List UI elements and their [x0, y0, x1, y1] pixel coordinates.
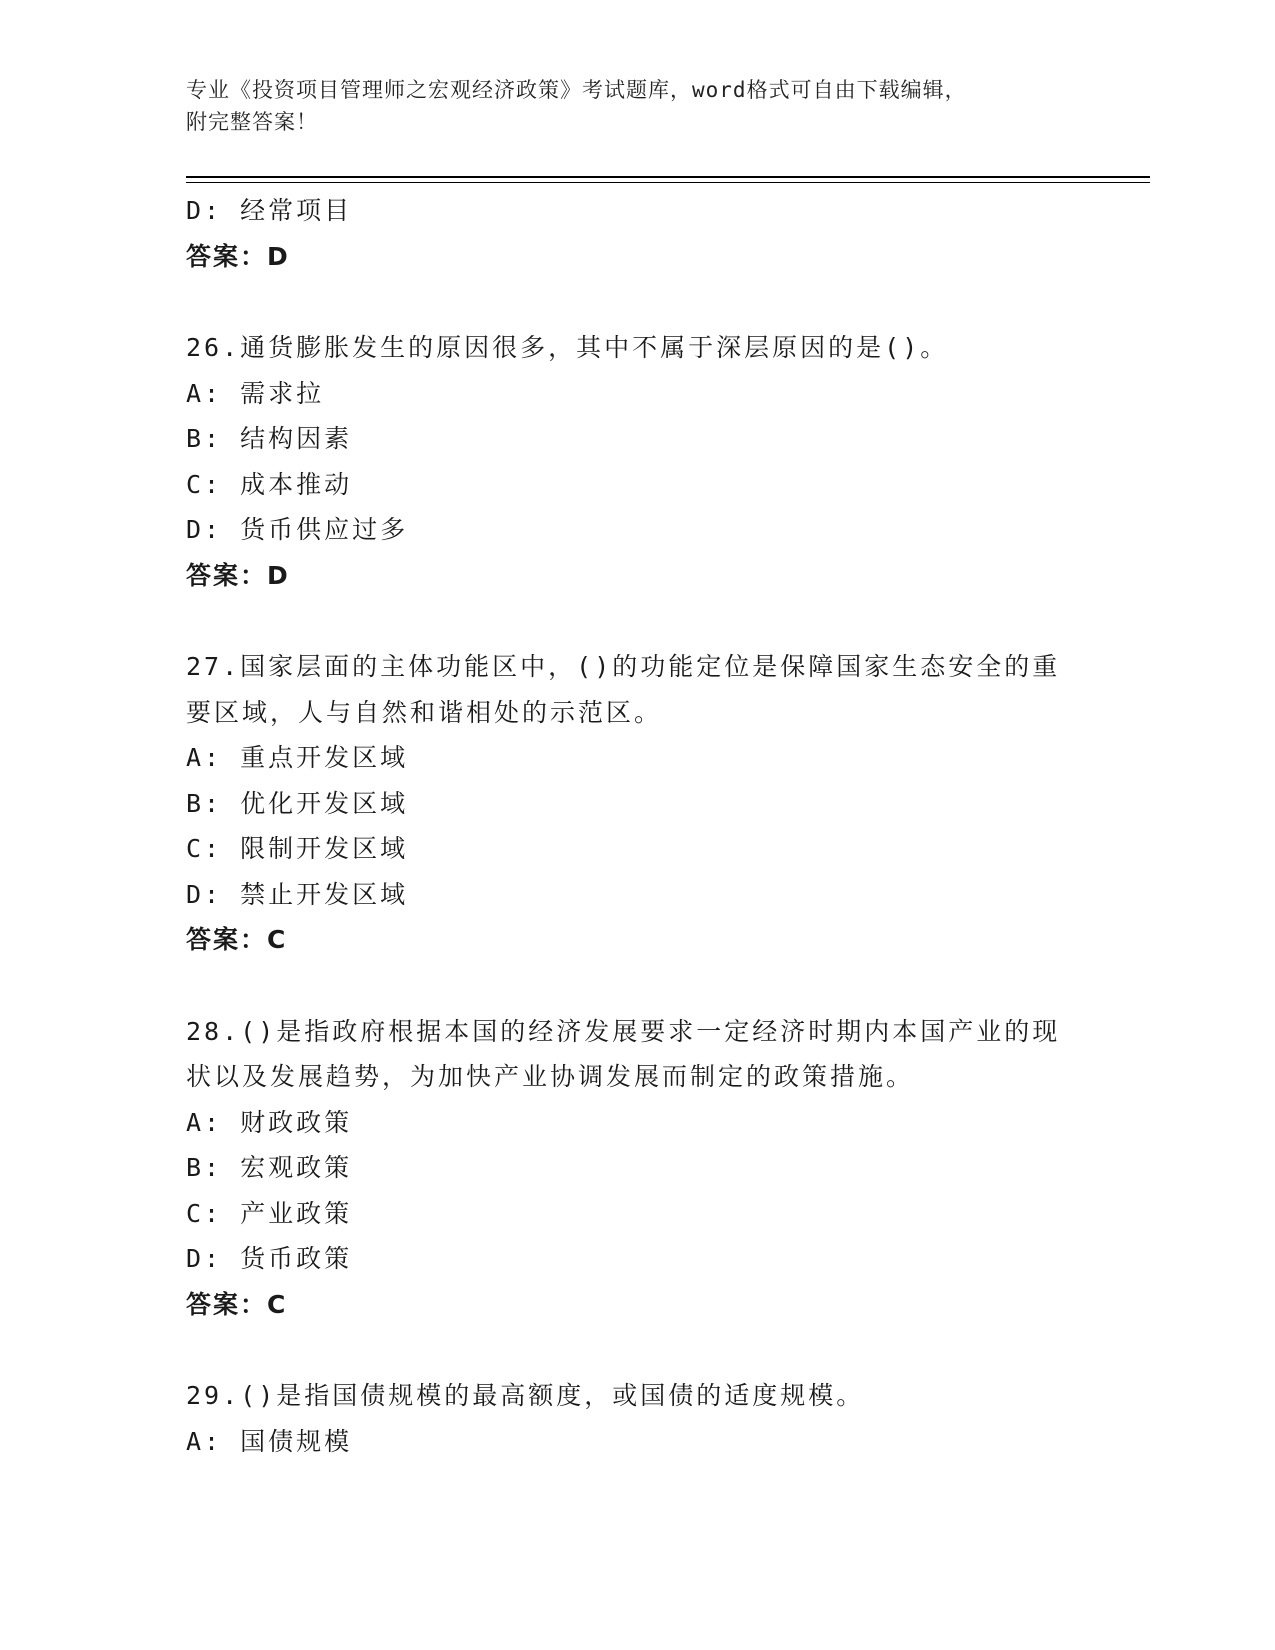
option-a: A: 需求拉	[186, 378, 325, 408]
prev-answer: 答案：D	[186, 241, 290, 271]
spacer	[186, 1327, 1086, 1373]
option-d: D: 货币供应过多	[186, 515, 409, 544]
answer: 答案：C	[186, 925, 288, 954]
spacer	[186, 963, 1086, 1009]
question-stem: 26.通货膨胀发生的原因很多，其中不属于深层原因的是()。	[186, 333, 949, 362]
option-a: A: 重点开发区域	[186, 743, 409, 772]
option-c: C: 成本推动	[186, 469, 353, 499]
option-b: B: 结构因素	[186, 424, 353, 453]
header-rule-thin	[186, 182, 1150, 183]
option-c: C: 产业政策	[186, 1198, 353, 1228]
option-b: B: 优化开发区域	[186, 788, 409, 818]
question-27	[186, 644, 1086, 963]
option-a: A: 国债规模	[186, 1426, 353, 1456]
header-rule-thick	[186, 176, 1150, 178]
option-a: A: 财政政策	[186, 1107, 353, 1137]
question-29	[186, 1373, 1086, 1464]
spacer	[186, 598, 1086, 644]
answer: 答案：D	[186, 560, 290, 590]
document-header	[186, 74, 1086, 138]
option-b: B: 宏观政策	[186, 1153, 353, 1182]
option-d: D: 禁止开发区域	[186, 879, 409, 909]
question-stem: 29.()是指国债规模的最高额度，或国债的适度规模。	[186, 1381, 865, 1410]
question-26	[186, 325, 1086, 598]
question-list	[186, 188, 1086, 1464]
question-stem: 27.国家层面的主体功能区中，()的功能定位是保障国家生态安全的重要区域，人与自然和谐相处的示范区。	[186, 652, 1061, 727]
answer: 答案：C	[186, 1289, 288, 1319]
question-28	[186, 1009, 1086, 1328]
question-stem: 28.()是指政府根据本国的经济发展要求一定经济时期内本国产业的现状以及发展趋势，为加快产业协调发展而制定的政策措施。	[186, 1016, 1061, 1091]
prev-option-d: D: 经常项目	[186, 196, 353, 225]
header-title-line-1: 专业《投资项目管理师之宏观经济政策》考试题库，word格式可自由下载编辑，	[186, 78, 967, 102]
option-c: C: 限制开发区域	[186, 834, 409, 863]
spacer	[186, 279, 1086, 325]
option-d: D: 货币政策	[186, 1244, 353, 1273]
header-title-line-2: 附完整答案！	[186, 110, 318, 134]
